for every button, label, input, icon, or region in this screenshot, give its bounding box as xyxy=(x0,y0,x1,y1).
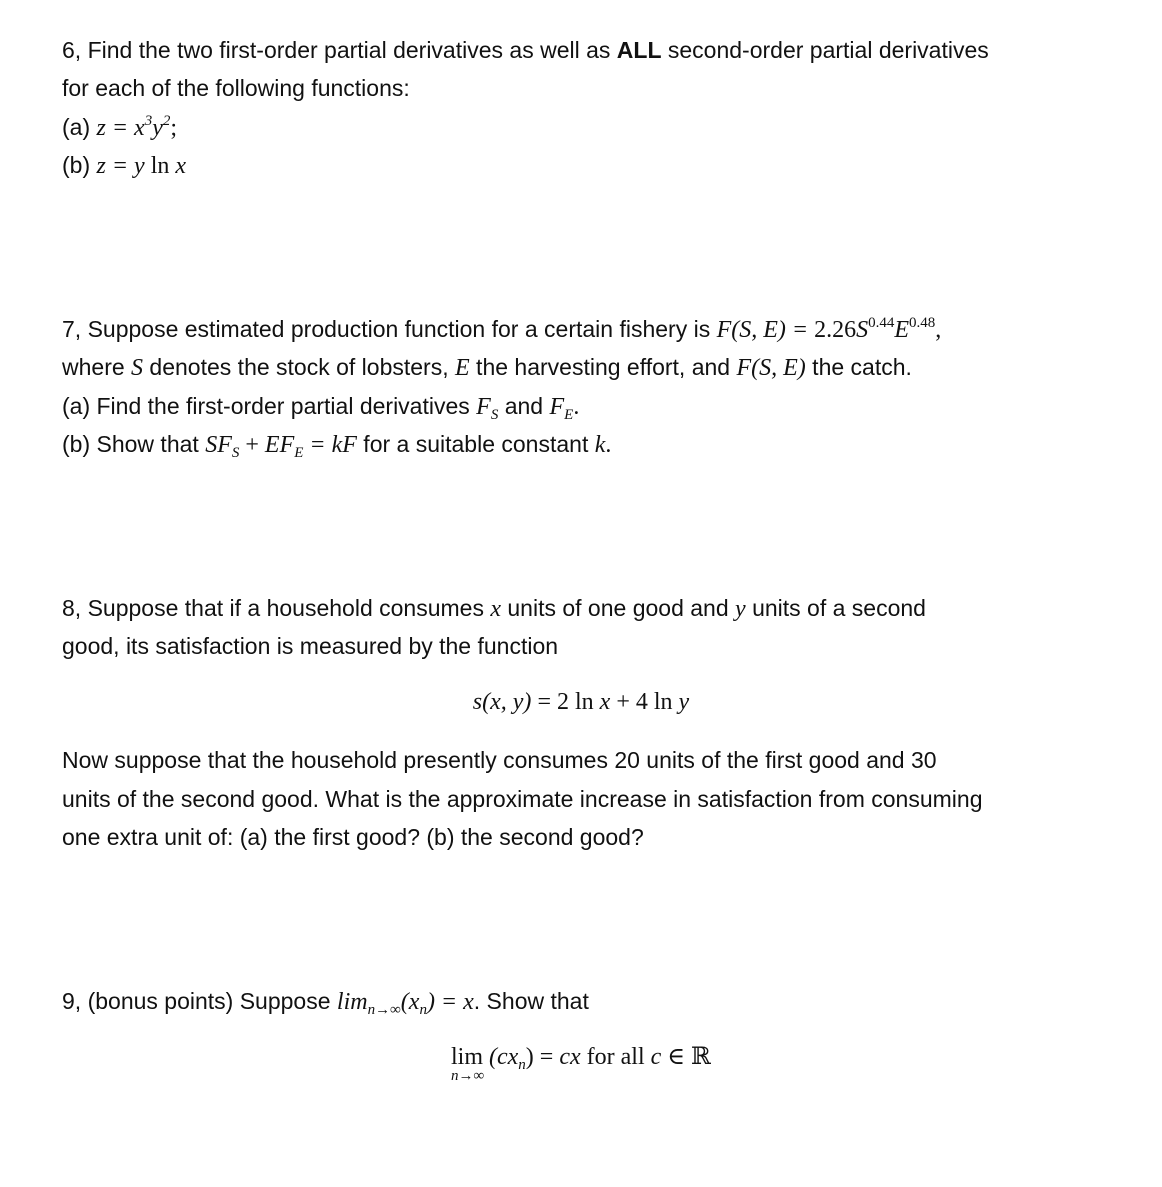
q8-eq-plus: + 4 xyxy=(610,689,654,715)
q7-a-F2-sub: E xyxy=(564,407,574,423)
q7-a-and: and xyxy=(498,393,550,419)
q8-para-text1: Now suppose that the household presently consumes 20 units of the first good and 30 xyxy=(62,747,937,773)
q9-line1-b: . Show that xyxy=(473,988,589,1014)
q8-eq-ln2: ln xyxy=(653,689,673,715)
q8-line1-c: units of a second xyxy=(745,595,926,621)
q7-line1-text: 7, Suppose estimated production function for a certain fishery is xyxy=(62,316,717,342)
q6-part-a xyxy=(62,113,177,142)
q7-part-b xyxy=(62,430,611,459)
q8-para-line2 xyxy=(62,785,982,813)
q8-eq-x: x xyxy=(593,689,611,715)
q9-eq-lim: lim xyxy=(450,1044,483,1070)
q9-lim-sub: n→∞ xyxy=(367,1002,401,1018)
q7-line1 xyxy=(62,315,941,344)
q8-line1-b: units of one good and xyxy=(501,595,736,621)
q7-expE: 0.48 xyxy=(909,315,936,331)
q8-line1 xyxy=(62,594,926,623)
q9-close: ) = x xyxy=(426,989,474,1015)
q6-a-end: ; xyxy=(170,115,178,141)
q6-b-x: x xyxy=(169,153,187,179)
q6-a-eq-base: z = x xyxy=(96,115,145,141)
q7-line1-end: , xyxy=(935,317,942,343)
q7-func: F(S, E) = xyxy=(716,317,815,343)
q7-b-eq: = kF xyxy=(303,432,357,458)
q9-eq-cx: cx xyxy=(559,1044,581,1070)
q6-b-eq-pre: z = y xyxy=(96,153,151,179)
q7-b-post: for a suitable constant xyxy=(356,431,595,457)
q7-line2-a: where xyxy=(62,354,132,380)
q6-line1 xyxy=(62,36,989,64)
q7-expS: 0.44 xyxy=(868,315,895,331)
q7-a-end: . xyxy=(573,394,580,420)
q8-x: x xyxy=(490,596,501,622)
q9-eq-for: for all xyxy=(580,1044,651,1070)
q7-b-SF-sub: S xyxy=(231,445,240,461)
q7-a-FS xyxy=(476,394,499,423)
q7-line2-E: E xyxy=(455,355,470,381)
q6-a-exp2: 2 xyxy=(162,113,171,129)
q7-a-F1: F xyxy=(476,394,491,420)
q8-eq-eq: = 2 xyxy=(531,689,575,715)
q7-line2 xyxy=(62,353,912,382)
q8-equation xyxy=(0,687,1162,720)
q8-eq-ln1: ln xyxy=(574,689,594,715)
q7-line2-b: denotes the stock of lobsters, xyxy=(143,354,455,380)
q7-line2-d: the catch. xyxy=(805,354,912,380)
q9-lim-word: lim xyxy=(336,989,368,1015)
q9-line1 xyxy=(62,987,589,1016)
q6-a-equation xyxy=(97,115,171,141)
q9-eq-lim-block xyxy=(450,1042,485,1084)
q6-intro-bold: ALL xyxy=(616,37,662,63)
q8-y: y xyxy=(735,596,746,622)
q9-paren: (x xyxy=(400,989,420,1015)
q9-n: n xyxy=(419,1002,427,1018)
q6-intro-pre: 6, Find the two first-order partial derivatives as well as xyxy=(62,37,617,63)
q8-para-text2: units of the second good. What is the approximate increase in satisfaction from consuming xyxy=(62,786,983,812)
q7-b-SF: SF xyxy=(205,432,232,458)
q6-part-b xyxy=(62,151,186,180)
q7-line2-c: the harvesting effort, and xyxy=(469,354,737,380)
q7-line2-S: S xyxy=(131,355,144,381)
q7-a-F1-sub: S xyxy=(490,407,499,423)
q8-eq-y: y xyxy=(672,689,690,715)
q6-line2 xyxy=(62,74,410,102)
q9-eq-n: n xyxy=(518,1057,526,1073)
q8-para-line3 xyxy=(62,823,644,851)
q8-para-line1 xyxy=(62,746,937,774)
q7-line2-F: F(S, E) xyxy=(736,355,806,381)
q7-part-a xyxy=(62,392,579,421)
q9-eq-lim-sub: n→∞ xyxy=(450,1068,485,1084)
q9-equation xyxy=(0,1042,1162,1084)
q7-E: E xyxy=(894,317,910,343)
q6-intro-post: second-order partial derivatives xyxy=(661,37,989,63)
q6-a-exp1: 3 xyxy=(144,113,153,129)
q9-eq-open: (cx xyxy=(483,1044,519,1070)
q9-eq-c: c xyxy=(650,1044,662,1070)
q7-b-EF-sub: E xyxy=(294,445,304,461)
q7-b-equation xyxy=(205,432,357,461)
q8-line1-a: 8, Suppose that if a household consumes xyxy=(62,595,491,621)
q8-eq-lhs: s(x, y) xyxy=(472,689,532,715)
q8-line2-text: good, its satisfaction is measured by the function xyxy=(62,633,559,659)
q9-eq-close: ) = xyxy=(525,1044,560,1070)
q9-lim-inline xyxy=(336,989,474,1018)
q6-b-label: (b) xyxy=(62,152,97,178)
q7-S-power xyxy=(856,317,935,343)
q9-line1-a: 9, (bonus points) Suppose xyxy=(62,988,337,1014)
q8-para-text3: one extra unit of: (a) the first good? (b) the second good? xyxy=(62,824,644,850)
q7-a-FE xyxy=(549,394,574,423)
q7-a-pre: (a) Find the first-order partial derivatives xyxy=(62,393,477,419)
q7-b-end: . xyxy=(605,432,612,458)
q7-a-F2: F xyxy=(549,394,565,420)
q7-b-k: k xyxy=(594,432,606,458)
q6-a-y: y xyxy=(152,115,163,141)
q8-line2 xyxy=(62,632,558,660)
q9-eq-in: ∈ ℝ xyxy=(661,1044,711,1070)
q7-b-plus: + xyxy=(239,432,265,458)
q6-b-ln: ln xyxy=(150,153,170,179)
q7-S: S xyxy=(856,317,869,343)
q6-intro-line2: for each of the following functions: xyxy=(62,75,410,101)
q7-b-pre: (b) Show that xyxy=(62,431,206,457)
q7-b-EF: EF xyxy=(264,432,295,458)
q6-a-label: (a) xyxy=(62,114,97,140)
q7-coef: 2.26 xyxy=(814,317,857,343)
